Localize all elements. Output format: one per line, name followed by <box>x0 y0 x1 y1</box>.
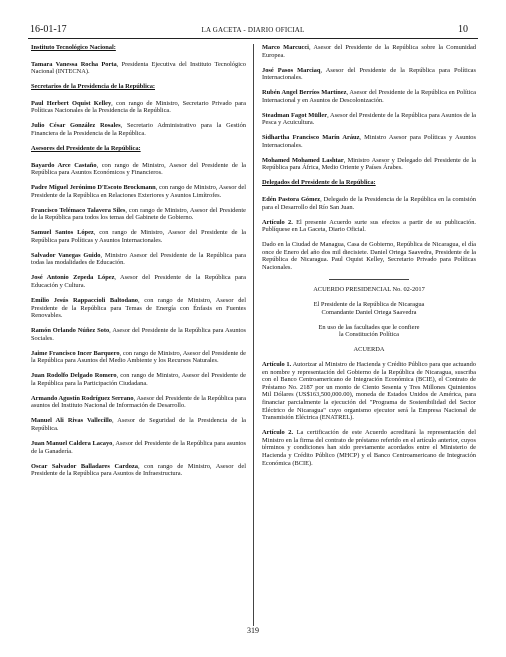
paragraph <box>31 252 246 267</box>
person-name: Artículo 2. <box>262 218 293 226</box>
person-name: Samuel Santos López <box>31 229 94 237</box>
centered-text <box>262 301 476 316</box>
person-name: Padre Miguel Jerónimo D'Escoto Brockmann <box>31 184 156 192</box>
paragraph <box>31 61 246 76</box>
person-name: Bayardo Arce Castaño <box>31 161 97 169</box>
paragraph-text: Autorizar al Ministro de Hacienda y Crédito Público para que actuando en nombre y representación del Gobierno de la República de Nicaragua, suscriba con el Banco Centroamericano de Integración Económica (BCIE), el Contrato de Préstamo No. 2187 por un monto de Ciento Sesenta y Tres Millones Quinientos Mil Dólares (US$163,500,000.00), moneda de Estados Unidos de América, para financiar parcialmente la ejecución del "Programa de Sostenibilidad del Sector Eléctrico de Nicaragua" cuyo organismo ejecutor será la Empresa Nacional de Transmisión Eléctrica (ENATREL). <box>262 361 476 422</box>
separator-rule <box>329 279 409 280</box>
right-column <box>262 44 476 475</box>
left-column <box>31 44 246 485</box>
paragraph-text: , Secretario Administrativo para la Gestión Financiera de la Presidencia de la República. <box>31 122 246 137</box>
paragraph-text: , Asesor del Presidente de la República para asuntos de la Ganadería. <box>31 440 246 455</box>
paragraph-text: , Ministro Asesor del Presidente de la República para todas las modalidades de Educación. <box>31 251 246 267</box>
paragraph <box>31 122 246 137</box>
paragraph-text: , Presidenta Ejecutiva del Instituto Tecnológico Nacional (INTECNA). <box>31 60 246 76</box>
paragraph <box>31 162 246 177</box>
paragraph <box>262 67 476 82</box>
paragraph-text: , con rango de Ministro, Asesor del Presidente de la República para todos los temas del Gabinete de Gobierno. <box>31 206 246 222</box>
section-heading: Delegados del Presidente de la República: <box>262 179 376 187</box>
person-name: Emilio Jesús Rappaccioli Baltodano <box>31 296 138 304</box>
paragraph <box>262 89 476 104</box>
person-name: Oscar Salvador Balladares Cardoza <box>31 462 138 470</box>
paragraph <box>31 350 246 365</box>
section-heading: Asesores del Presidente de la República: <box>31 144 141 152</box>
paragraph <box>31 463 246 478</box>
paragraph-text: , con rango de Ministro, Asesor del Presidente de la República para la Participación Ciudadana. <box>31 372 246 387</box>
centered-text <box>262 324 476 339</box>
header-date: 16-01-17 <box>30 24 67 35</box>
header-title: LA GACETA - DIARIO OFICIAL <box>201 26 305 34</box>
person-name: José Pasos Marciaq <box>262 66 321 74</box>
person-name: Paul Herbert Oquist Kelley <box>31 99 112 107</box>
paragraph <box>31 207 246 222</box>
section-heading: Instituto Tecnológico Nacional: <box>31 44 116 51</box>
centered-line: El Presidente de la República de Nicaragua <box>313 300 425 308</box>
paragraph-text: , Ministro Asesor para Políticas y Asuntos Internacionales. <box>262 134 476 149</box>
paragraph-text: , con rango de Ministro, Asesor del Presidente de la República para Temas de Energía con Énfasis en Fuentes Renovables. <box>31 296 247 320</box>
column-divider <box>253 44 254 626</box>
person-name: Edén Pastora Gómez <box>262 196 321 204</box>
person-name: Julio César González Rosales <box>31 122 121 130</box>
person-name: Manuel Ali Rivas Vallecillo <box>31 417 112 425</box>
paragraph-text: , Asesor del Presidente de la República para Políticas Internacionales. <box>262 66 476 82</box>
paragraph <box>31 417 246 432</box>
paragraph-text: El presente Acuerdo surte sus efectos a partir de su publicación. Publíquese en La Gaceta, Diario Oficial. <box>262 218 476 234</box>
paragraph <box>31 372 246 387</box>
paragraph-text: , Asesor del Presidente de la República sobre la Comunidad Europea. <box>262 44 476 59</box>
paragraph <box>31 327 246 342</box>
paragraph-text: , Asesor del Presidente de la República para Asuntos de la Pesca y Acuicultura. <box>262 111 476 127</box>
centered-line: Comandante Daniel Ortega Saavedra <box>321 308 417 316</box>
person-name: Francisco Telémaco Talavera Siles <box>31 206 126 214</box>
paragraph-text: , Ministro Asesor y Delegado del Presidente de la República para África, Medio Oriente y Países Árabes. <box>262 156 476 172</box>
page-header <box>28 24 478 39</box>
person-name: Salvador Vanegas Guido <box>31 251 101 259</box>
paragraph-text: , Asesor del Presidente de la República para Asuntos Sociales. <box>31 327 246 342</box>
paragraph-text: , con rango de Ministro, Asesor del Presidente de la República para Políticas y Asuntos Internacionales. <box>31 229 246 244</box>
paragraph <box>262 241 476 271</box>
person-name: Armando Agustín Rodríguez Serrano <box>31 394 134 402</box>
centered-heading <box>262 286 476 294</box>
person-name: Juan Rodolfo Delgado Romero <box>31 372 117 380</box>
person-name: Ramón Orlando Núñez Soto <box>31 327 110 335</box>
centered-line: ACUERDA <box>353 346 385 354</box>
person-name: Sidhartha Francisco Marín Aráuz <box>262 134 360 142</box>
paragraph <box>31 184 246 199</box>
person-name: Artículo 2. <box>262 429 294 437</box>
paragraph <box>31 395 246 410</box>
paragraph <box>262 429 476 467</box>
centered-heading <box>262 346 476 354</box>
paragraph <box>262 157 476 172</box>
paragraph <box>262 134 476 149</box>
page-number: 319 <box>247 626 259 635</box>
paragraph <box>262 361 476 422</box>
paragraph <box>262 112 476 127</box>
paragraph <box>262 44 476 59</box>
paragraph <box>31 297 246 320</box>
paragraph <box>31 274 246 289</box>
paragraph-text: La certificación de este Acuerdo acreditará la representación del Ministro en la firma del contrato de préstamo referido en el artículo anterior, cuyos términos y condiciones han sido previamente acordados entre el Ministerio de Hacienda y Crédito Público (MHCP) y el Banco Centroamericano de Integración Económica (BCIE). <box>262 429 476 467</box>
paragraph-text: , con rango de Ministro, Secretario Privado para Políticas Nacionales de la Presidencia de la República. <box>31 99 246 115</box>
centered-line: ACUERDO PRESIDENCIAL No. 02-2017 <box>313 285 425 293</box>
person-name: Juan Manuel Caldera Lacayo <box>31 440 113 448</box>
person-name: Rubén Angel Berríos Martínez <box>262 89 347 97</box>
paragraph-text: , Asesor del Presidente de la República para asuntos del Instituto Nacional de Información de Desarrollo. <box>31 394 247 410</box>
paragraph-text: , con rango de Ministro, Asesor del Presidente de la República para Asuntos de Infraestructura. <box>31 462 246 478</box>
paragraph-text: , con rango de Ministro, Asesor del Presidente de la República en Relaciones Exteriores y Asuntos Limítrofes. <box>31 184 246 199</box>
paragraph-text: , Asesor del Presidente de la República en Política Internacional y en Asuntos de Descolonización. <box>262 89 476 104</box>
person-name: Marco Marcucci <box>262 44 309 51</box>
paragraph-text: , con rango de Ministro, Asesor del Presidente de la República para Asuntos del Medio Ambiente y los Recursos Naturales. <box>31 349 247 365</box>
paragraph-text: Dado en la Ciudad de Managua, Casa de Gobierno, República de Nicaragua, el día once de Enero del año dos mil diecisiete. Daniel Ortega Saavedra, Presidente de la República de Nicaragua. Paul Oquist Kelley, Secretario Privado para Políticas Nacionales. <box>262 241 476 271</box>
header-number: 10 <box>458 24 468 35</box>
centered-line: la Constitución Política <box>339 331 399 339</box>
centered-line: En uso de las facultades que le confiere <box>318 323 420 331</box>
paragraph-text: , Asesor del Presidente de la República para Educación y Cultura. <box>31 274 246 289</box>
paragraph <box>262 219 476 234</box>
person-name: Tamara Vanessa Rocha Porta <box>31 60 117 68</box>
paragraph <box>262 196 476 211</box>
person-name: Jaime Francisco Incer Barquero <box>31 349 120 357</box>
person-name: José Antonio Zepeda López <box>31 274 115 282</box>
paragraph <box>31 229 246 244</box>
person-name: Artículo 1. <box>262 361 292 369</box>
section-heading: Secretarios de la Presidencia de la República: <box>31 83 156 91</box>
paragraph <box>31 100 246 115</box>
person-name: Mohamed Mohamed Lashtar <box>262 156 344 164</box>
person-name: Steadman Fagot Müller <box>262 111 328 119</box>
paragraph <box>31 440 246 455</box>
paragraph-text: , Asesor de Seguridad de la Presidencia de la República. <box>31 417 246 433</box>
paragraph-text: , con rango de Ministro, Asesor del Presidente de la República para Asuntos Económicos y Financieros. <box>31 161 246 177</box>
paragraph-text: , Delegado de la Presidencia de la República en la comisión para el Desarrollo del Río San Juan. <box>262 196 476 211</box>
